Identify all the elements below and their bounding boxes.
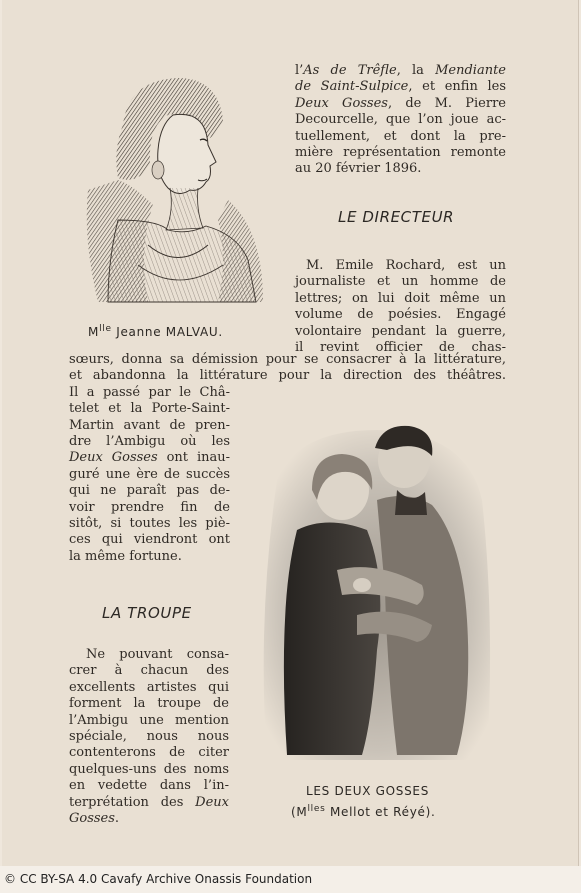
troupe-italic: Gosses — [69, 811, 115, 826]
directeur-left-line: la même fortune. — [69, 548, 182, 564]
directeur-line: M. Emile Rochard, est un — [306, 258, 506, 273]
troupe-line: Gosses. — [69, 811, 120, 826]
caption-name: Jeanne MALVAU. — [116, 325, 223, 339]
directeur-left-line: Deux Gosses ont inau- — [69, 450, 230, 466]
directeur-left-line: telet et la Porte-Saint- — [69, 401, 230, 417]
photo-caption-superscript: lles — [307, 804, 326, 814]
troupe-italic: Deux — [195, 794, 229, 810]
photo-caption-title: LES DEUX GOSSES — [306, 784, 430, 798]
intro-line: de Saint-Sulpice, et enfin les — [295, 79, 506, 95]
troupe-line: forment la troupe de — [69, 696, 229, 712]
intro-line: Deux Gosses, de M. Pierre — [295, 95, 506, 111]
intro-line: Decourcelle, que l’on joue ac- — [295, 112, 506, 128]
directeur-line: volontaire pendant la guerre, — [295, 323, 506, 339]
directeur-italic: Deux Gosses — [69, 450, 158, 466]
intro-line: mière représentation remonte — [295, 145, 506, 160]
caption-prefix: M — [88, 325, 100, 339]
directeur-left-line: Il a passé par le Châ- — [69, 384, 230, 400]
section-heading-troupe: LA TROUPE — [102, 604, 192, 622]
intro-italic: de Saint-Sulpice — [295, 79, 409, 95]
portrait-caption — [88, 324, 223, 339]
directeur-left-line: sitôt, si toutes les piè- — [69, 516, 230, 531]
troupe-line: contenterons de citer — [69, 745, 229, 761]
directeur-line: il revint officier de chas- — [295, 340, 506, 355]
intro-line: au 20 février 1896. — [295, 161, 422, 177]
directeur-line: journaliste et un homme de — [295, 274, 506, 290]
troupe-line: en vedette dans l’in- — [69, 778, 229, 794]
directeur-line: lettres; on lui doit même un — [295, 290, 506, 306]
intro-line: tuellement, et dont la pre- — [295, 128, 506, 144]
section-heading-directeur: LE DIRECTEUR — [338, 208, 455, 226]
photo-caption-prefix: (M — [291, 805, 308, 819]
intro-italic: As de Trêfle — [303, 63, 397, 78]
troupe-line: Ne pouvant consa- — [86, 647, 229, 662]
directeur-full-line: sœurs, donna sa démission pour se consacrer à la littérature, — [69, 352, 506, 367]
troupe-line: l’Ambigu une mention — [69, 712, 229, 728]
photograph-deux-gosses — [257, 420, 495, 768]
photo-caption-names — [291, 804, 436, 819]
troupe-line: spéciale, nous nous — [69, 729, 229, 744]
troupe-line: terprétation des Deux — [69, 794, 229, 810]
directeur-line: volume de poésies. Engagé — [295, 307, 506, 323]
directeur-left-line: Martin avant de pren- — [69, 417, 230, 433]
directeur-left-line: voir prendre fin de — [69, 499, 230, 515]
intro-line: l’As de Trêfle, la Mendiante — [295, 63, 506, 78]
directeur-full-line: et abandonna la littérature pour la direction des théâtres. — [69, 368, 506, 384]
directeur-left-line: qui ne paraît pas de- — [69, 483, 230, 499]
troupe-line: excellents artistes qui — [69, 679, 229, 695]
directeur-left-line: ces qui viendront ont — [69, 532, 230, 548]
directeur-left-line: dre l’Ambigu où les — [69, 434, 230, 449]
intro-italic: Deux Gosses — [295, 95, 388, 111]
copyright-footer: © CC BY-SA 4.0 Cavafy Archive Onassis Foundation — [0, 866, 581, 893]
caption-superscript: lle — [99, 324, 112, 334]
troupe-line: crer à chacun des — [69, 663, 229, 679]
photo-caption-rest: Mellot et Réyé). — [329, 805, 436, 819]
directeur-left-line: guré une ère de succès — [69, 466, 230, 482]
portrait-engraving — [78, 70, 266, 312]
troupe-line: quelques-uns des noms — [69, 761, 229, 777]
intro-italic: Mendiante — [435, 63, 506, 78]
